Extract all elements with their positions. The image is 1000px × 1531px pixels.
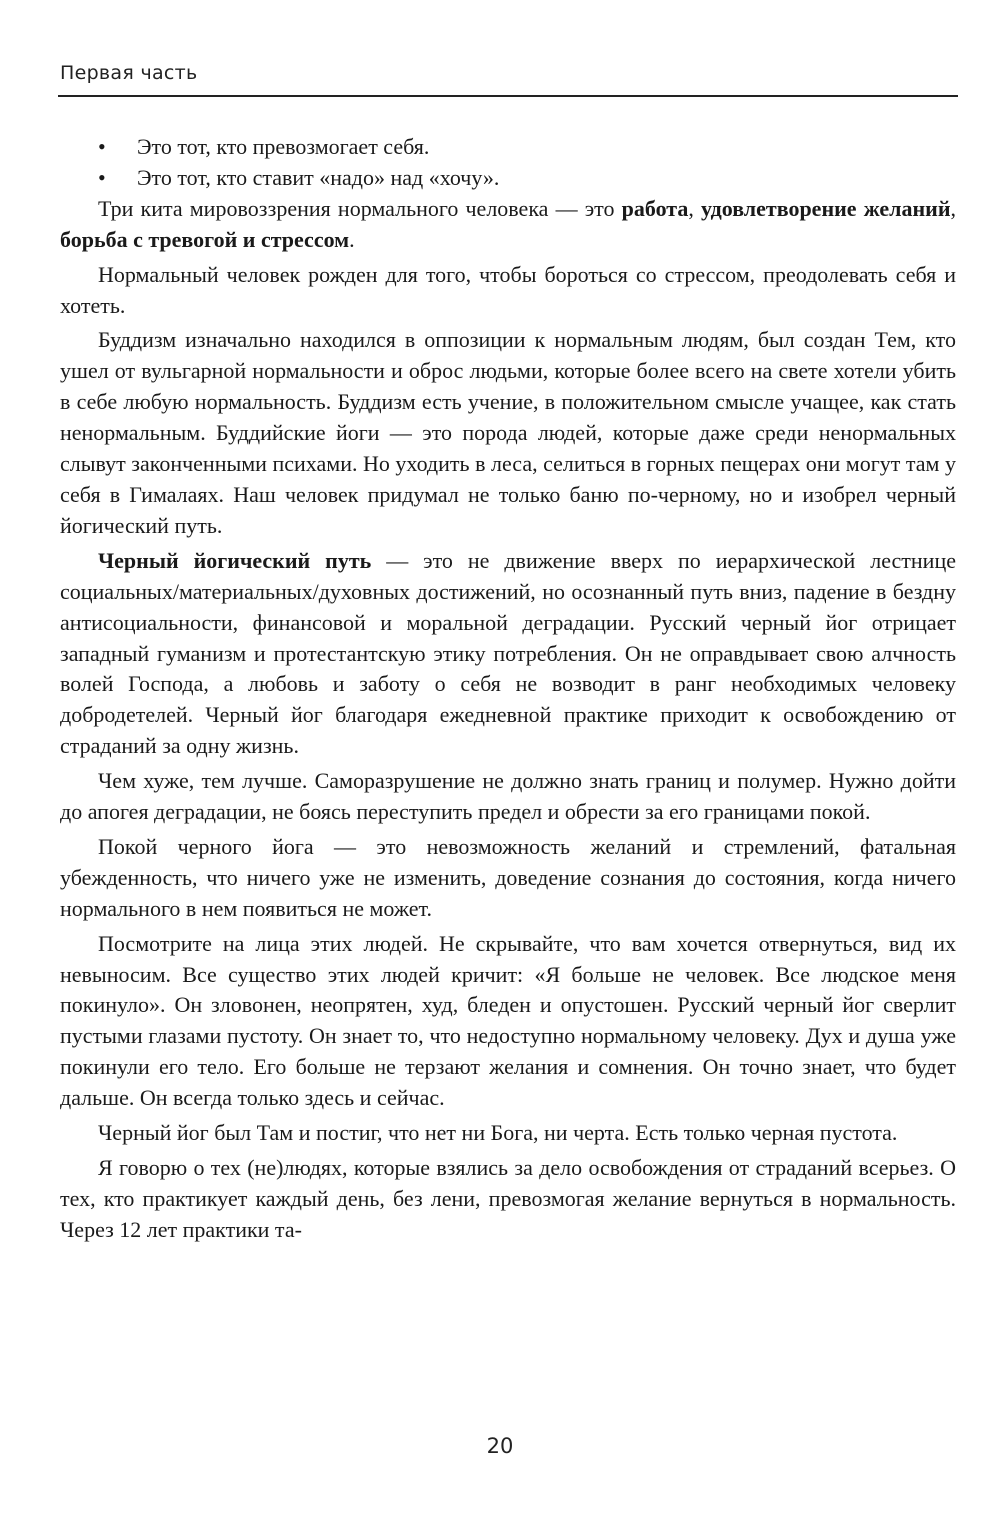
text-run: , [688, 195, 702, 221]
running-title: Первая часть [60, 62, 198, 84]
paragraph-faces: Посмотрите на лица этих людей. Не скрывайте, что вам хочется отвернуться, вид их невыносим. Все существо этих людей кричит: «Я больше не человек. Все людское меня покинуло». Он зловонен, неопрятен, худ, бледен и опустошен. Русский черный йог сверлит пустыми глазами пустоту. Он знает то, что недоступно нормальному человеку. Дух и душа уже покинули его тело. Его больше не терзают желания и сомнения. Он точно знает, что будет дальше. Он всегда только здесь и сейчас. [60, 930, 956, 1111]
list-item-text: Это тот, кто ставит «надо» над «хочу». [137, 164, 500, 190]
paragraph-buddhism: Буддизм изначально находился в оппозиции к нормальным людям, был создан Тем, кто ушел от вульгарной нормальности и оброс людьми, которые более всего на свете хотели убить в себе любую нормальность. Буддизм есть учение, в положительном смысле учащее, как стать ненормальным. Буддийские йоги — это порода людей, которые даже среди ненормальных слывут законченными психами. Но уходить в леса, селиться в горных пещерах они могут там у себя в Гималаях. Наш человек придумал не только баню по-черному, но и изобрел черный йогический путь. [60, 327, 956, 538]
emphasis-satisfaction: удовлетворение желаний [701, 195, 951, 221]
paragraph-normal-person: Нормальный человек рожден для того, чтобы бороться со стрессом, преодолевать себя и хотеть. [60, 261, 956, 318]
emphasis-stress: борьба с тревогой и стрессом [60, 226, 350, 252]
list-item [60, 163, 956, 194]
paragraph-black-path [60, 546, 956, 762]
text-run: , [950, 195, 956, 221]
bullet-list [60, 132, 956, 194]
emphasis-work: работа [621, 195, 689, 221]
paragraph-three-whales [60, 194, 956, 256]
paragraph-peace: Покой черного йога — это невозможность желаний и стремлений, фатальная убежденность, что ничего уже не изменить, доведение сознания до состояния, когда ничего нормального в нем появиться не может. [60, 833, 956, 921]
page-body [60, 132, 956, 1250]
list-item [60, 132, 956, 163]
paragraph-practice: Я говорю о тех (не)людях, которые взялись за дело освобождения от страданий всерьез. О тех, кто практикует каждый день, без лени, превозмогая желание вернуться в нормальность. Через 12 лет практики та- [60, 1155, 956, 1242]
list-item-text: Это тот, кто превозмогает себя. [137, 134, 430, 159]
paragraph-emptiness: Черный йог был Там и постиг, что нет ни Бога, ни черта. Есть только черная пустота. [98, 1120, 898, 1146]
text-run: Три кита мировоззрения нормального человека — это [98, 195, 622, 221]
paragraph-worse-better: Чем хуже, тем лучше. Саморазрушение не должно знать границ и полумер. Нужно дойти до апогея деградации, не боясь переступить предел и обрести за его границами покой. [60, 768, 956, 825]
header-rule [58, 95, 958, 97]
emphasis-black-path: Черный йогический путь [98, 547, 372, 573]
text-run: — это не движение вверх по иерархической лестнице социальных/материальных/духовных достижений, но осознанный путь вниз, падение в бездну антисоциальности, финансовой и моральной деградации. Русский черный йог отрицает западный гуманизм и протестантскую этику потребления. Он не оправдывает свою алчность волей Господа, а любовь и заботу о себя не возводит в ранг необходимых человеку добродетелей. Черный йог благодаря ежедневной практике приходит к освобождению от страданий за одну жизнь. [60, 547, 956, 759]
text-run: . [349, 226, 355, 252]
page-number: 20 [486, 1434, 514, 1458]
bullet-icon: • [98, 164, 106, 190]
bullet-icon: • [98, 134, 106, 159]
